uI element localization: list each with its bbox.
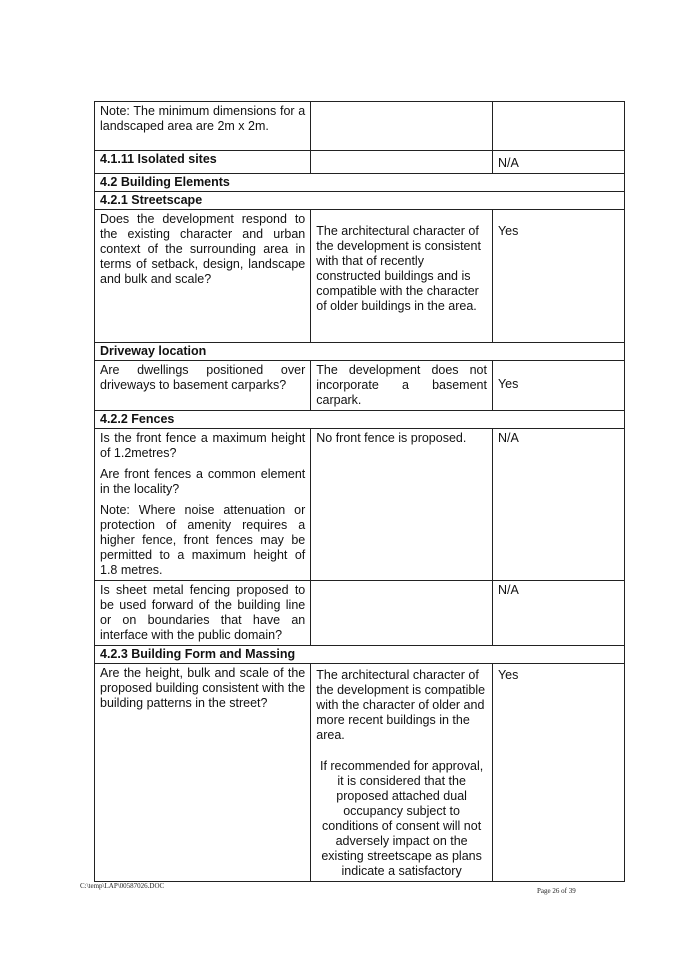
table-row bbox=[95, 581, 625, 646]
result-cell bbox=[492, 102, 624, 151]
table-row bbox=[95, 210, 625, 343]
comment-cell bbox=[311, 102, 493, 151]
section-heading-building-elements: 4.2 Building Elements bbox=[95, 174, 625, 192]
form-massing-result: Yes bbox=[492, 664, 624, 882]
section-heading-fences: 4.2.2 Fences bbox=[95, 411, 625, 429]
fences-question-common: Are front fences a common element in the locality? bbox=[100, 467, 306, 496]
section-heading-streetscape: 4.2.1 Streetscape bbox=[95, 192, 625, 210]
section-heading-isolated-sites: 4.1.11 Isolated sites bbox=[95, 151, 311, 174]
note-landscape: Note: The minimum dimensions for a landscaped area are 2m x 2m. bbox=[95, 102, 311, 151]
streetscape-result: Yes bbox=[492, 210, 624, 343]
table-row bbox=[95, 361, 625, 411]
isolated-sites-result: N/A bbox=[492, 151, 624, 174]
table-row bbox=[95, 664, 625, 882]
streetscape-question: Does the development respond to the existing character and urban context of the surrounding area in terms of setback, design, landscape and bulk and scale? bbox=[95, 210, 311, 343]
fences-result: N/A bbox=[492, 429, 624, 581]
form-massing-question: Are the height, bulk and scale of the proposed building consistent with the building patterns in the street? bbox=[95, 664, 311, 882]
table-row bbox=[95, 102, 625, 151]
assessment-table bbox=[94, 101, 625, 882]
table-row bbox=[95, 411, 625, 429]
form-massing-comment-2: If recommended for approval, it is considered that the proposed attached dual occupancy subject to conditions of consent will not adversely impact on the existing streetscape as plans indicate a satisfactory bbox=[319, 759, 484, 878]
table-row bbox=[95, 646, 625, 664]
driveway-result: Yes bbox=[492, 361, 624, 411]
table-row bbox=[95, 343, 625, 361]
paragraph-gap bbox=[316, 743, 487, 759]
driveway-comment: The development does not incorporate a basement carpark. bbox=[311, 361, 493, 411]
table-row bbox=[95, 429, 625, 581]
form-massing-comment-1: The architectural character of the development is compatible with the character of older and more recent buildings in the area. bbox=[316, 668, 486, 742]
section-heading-form-massing: 4.2.3 Building Form and Massing bbox=[95, 646, 625, 664]
sheet-metal-question: Is sheet metal fencing proposed to be used forward of the building line or on boundaries that have an interface with the public domain? bbox=[95, 581, 311, 646]
comment-cell bbox=[311, 151, 493, 174]
section-heading-driveway: Driveway location bbox=[95, 343, 625, 361]
comment-cell bbox=[311, 581, 493, 646]
fences-question-height: Is the front fence a maximum height of 1.2metres? bbox=[100, 431, 306, 460]
table-row bbox=[95, 151, 625, 174]
table-row bbox=[95, 174, 625, 192]
sheet-metal-result: N/A bbox=[492, 581, 624, 646]
footer-page-number: Page 26 of 39 bbox=[537, 887, 576, 895]
form-massing-comment bbox=[311, 664, 493, 882]
fences-questions bbox=[95, 429, 311, 581]
fences-note: Note: Where noise attenuation or protection of amenity requires a higher fence, front fences may be permitted to a maximum height of 1.8 metres. bbox=[100, 503, 306, 577]
table-row bbox=[95, 192, 625, 210]
streetscape-comment: The architectural character of the development is consistent with that of recently constructed buildings and is compatible with the character of older buildings in the area. bbox=[311, 210, 493, 343]
fences-comment: No front fence is proposed. bbox=[311, 429, 493, 581]
footer-file-path: C:\temp\LAP\00587026.DOC bbox=[80, 882, 165, 890]
driveway-question: Are dwellings positioned over driveways to basement carparks? bbox=[95, 361, 311, 411]
